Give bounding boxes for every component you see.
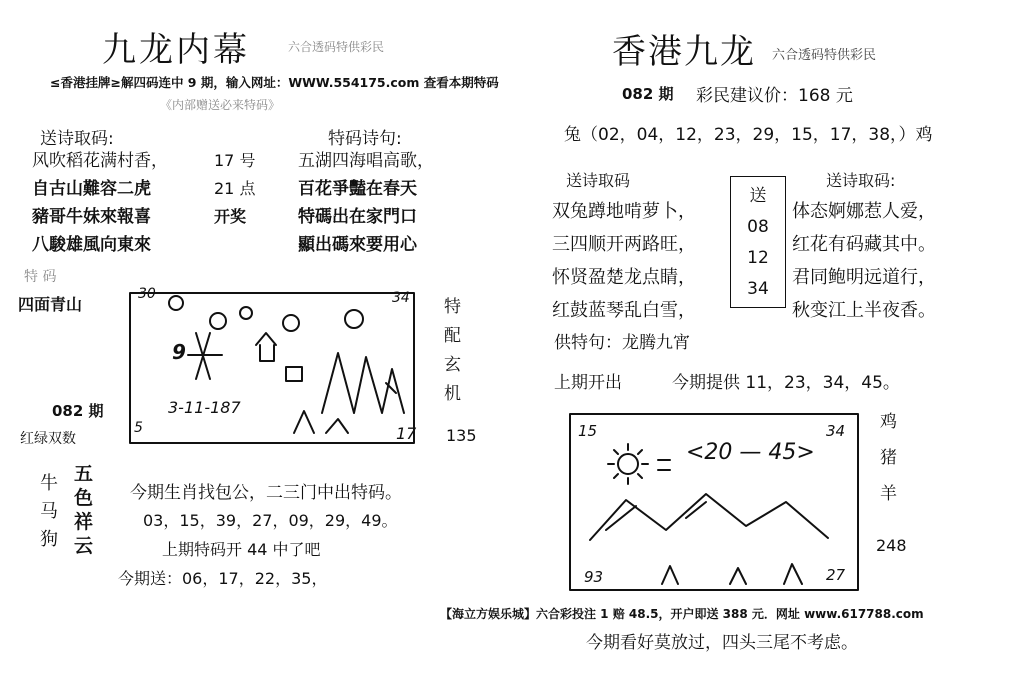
- right-box-num-tr: 34: [826, 422, 846, 440]
- drawing-circle: [210, 313, 226, 329]
- poem-line: 双兔蹲地啃萝卜，: [552, 201, 696, 222]
- special-line: 顯出碼來要用心: [298, 235, 417, 255]
- left-last-line: 上期特码开 44 中了吧: [162, 540, 321, 559]
- last-open-label: 上期开出: [554, 373, 622, 393]
- vertical-char: 特: [444, 297, 461, 317]
- poem-line: 体态婀娜惹人爱，: [792, 201, 936, 222]
- left-promo: ≤香港挂牌≥解四码连中 9 期，输入网址：WWW.554175.com 查看本期特码: [50, 75, 499, 90]
- left-box-num-17: 17: [396, 424, 417, 443]
- drawing-circle: [169, 296, 183, 310]
- right-poem-right: [792, 195, 936, 327]
- five-color-char: 祥: [74, 511, 94, 533]
- left-inner-note: 《内部赠送必来特码》: [160, 98, 281, 112]
- left-box-num-tr: 34: [392, 290, 410, 306]
- vertical-char: 配: [444, 326, 461, 346]
- num-248: 248: [876, 536, 907, 555]
- num-135: 135: [446, 426, 477, 445]
- draw-time-column: [214, 147, 255, 231]
- drawing-grass: [294, 411, 348, 433]
- footer-promo: 【海立方娱乐城】六合彩投注 1 赔 48.5，开户即送 388 元．网址 www.617788.com: [440, 607, 924, 621]
- right-box-num-br: 27: [826, 566, 846, 584]
- send-box: [730, 176, 786, 308]
- right-riddle-drawing: [566, 410, 866, 596]
- drawing-mountains: [590, 494, 828, 540]
- vertical-char: 机: [444, 384, 461, 404]
- te-label: 特 码: [24, 269, 57, 285]
- rabbit-line: 兔（02，04，12，23，29，15，17，38，）鸡: [564, 125, 933, 145]
- drawing-sun: [618, 454, 638, 474]
- poem-line: 秋变江上半夜香。: [792, 300, 936, 321]
- poem-line: 三四顺开两路旺，: [552, 234, 696, 255]
- left-poem-line: 八駿雄風向東來: [32, 235, 151, 255]
- five-color-cloud: [74, 462, 93, 558]
- left-special-lines: [298, 147, 434, 259]
- animal-char: 猪: [880, 448, 897, 468]
- draw-hour: 21 点: [214, 179, 256, 198]
- five-color-char: 云: [74, 535, 94, 557]
- left-poem-heading: 送诗取码:: [40, 129, 114, 149]
- drawing-house: [256, 333, 276, 361]
- drawing-box: [286, 367, 302, 381]
- left-box-num-bl: 5: [134, 420, 143, 436]
- five-color-char: 色: [74, 487, 94, 509]
- drawing-grass: [662, 564, 802, 584]
- left-riddle-drawing: [126, 283, 424, 453]
- right-box-num-bl: 93: [584, 568, 604, 586]
- left-box-num-9: 9: [172, 340, 186, 364]
- left-num-line: 03，15，39，27，09，29，49。: [143, 511, 398, 530]
- special-line: 特碼出在家門口: [298, 207, 417, 227]
- animal-char: 鸡: [880, 412, 897, 432]
- right-price: 彩民建议价：168 元: [696, 86, 853, 106]
- draw-date: 17 号: [214, 151, 256, 170]
- animal-char: 羊: [880, 484, 897, 504]
- left-subtitle: 六合透码特供彩民: [288, 40, 385, 54]
- draw-label: 开奖: [214, 207, 247, 226]
- poem-line: 红鼓蓝琴乱白雪，: [552, 300, 696, 321]
- left-title: 九龙内幕: [102, 30, 250, 70]
- poem-line: 怀贤盈楚龙点睛，: [552, 267, 696, 288]
- send-box-label: 送: [749, 186, 767, 206]
- this-supply: 今期提供 11，23，34，45。: [672, 373, 900, 393]
- vertical-char: 玄: [444, 355, 461, 375]
- drawing-figure: [188, 333, 222, 379]
- zodiac-column: [40, 470, 58, 554]
- left-issue: 082 期: [52, 402, 104, 420]
- five-color-char: 五: [74, 463, 94, 485]
- right-poem-left: [552, 195, 696, 327]
- four-sides-label: 四面青山: [18, 295, 83, 314]
- right-box-text: <20 — 45>: [686, 440, 815, 465]
- left-box-text: 3-11-187: [168, 398, 241, 417]
- special-line: 百花爭豔在春天: [298, 179, 417, 199]
- special-line: 五湖四海唱高歌，: [298, 151, 434, 171]
- red-green-label: 红绿双数: [20, 431, 76, 447]
- left-poem-lines: [32, 147, 168, 259]
- right-issue: 082 期: [622, 85, 674, 103]
- right-poem-heading-left: 送诗取码: [566, 171, 631, 190]
- right-title: 香港九龙: [612, 32, 756, 72]
- zodiac-item: 牛: [40, 473, 58, 494]
- zodiac-item: 马: [40, 501, 58, 522]
- drawing-circle: [345, 310, 363, 328]
- left-poem-line: 自古山難容二虎: [32, 179, 151, 199]
- left-box-num-tl: 30: [138, 286, 156, 302]
- left-special-heading: 特码诗句:: [328, 129, 402, 149]
- right-subtitle: 六合透码特供彩民: [772, 48, 877, 63]
- send-box-num: 12: [747, 248, 769, 268]
- zodiac-item: 狗: [40, 529, 58, 550]
- drawing-circle: [283, 315, 299, 331]
- left-desc-line: 今期生肖找包公，二三门中出特码。: [130, 483, 402, 503]
- send-box-num: 08: [747, 217, 769, 237]
- drawing-circle: [240, 307, 252, 319]
- te-pei-xuan-ji: [444, 293, 461, 409]
- left-send-line: 今期送：06，17，22，35，: [118, 569, 328, 588]
- right-box-num-tl: 15: [578, 422, 598, 440]
- left-poem-line: 豬哥牛妹來報喜: [32, 207, 151, 227]
- poem-line: 君同鲍明远道行，: [792, 267, 936, 288]
- right-poem-heading-right: 送诗取码:: [826, 171, 896, 190]
- drawing-mountains: [322, 353, 404, 413]
- right-vertical-animals: [880, 404, 897, 512]
- bottom-line: 今期看好莫放过，四头三尾不考虑。: [586, 633, 858, 653]
- poem-line: 红花有码藏其中。: [792, 234, 936, 255]
- special-supply: 供特句：龙腾九宵: [554, 333, 690, 353]
- send-box-num: 34: [747, 279, 769, 299]
- left-poem-line: 风吹稻花满村香，: [32, 151, 168, 171]
